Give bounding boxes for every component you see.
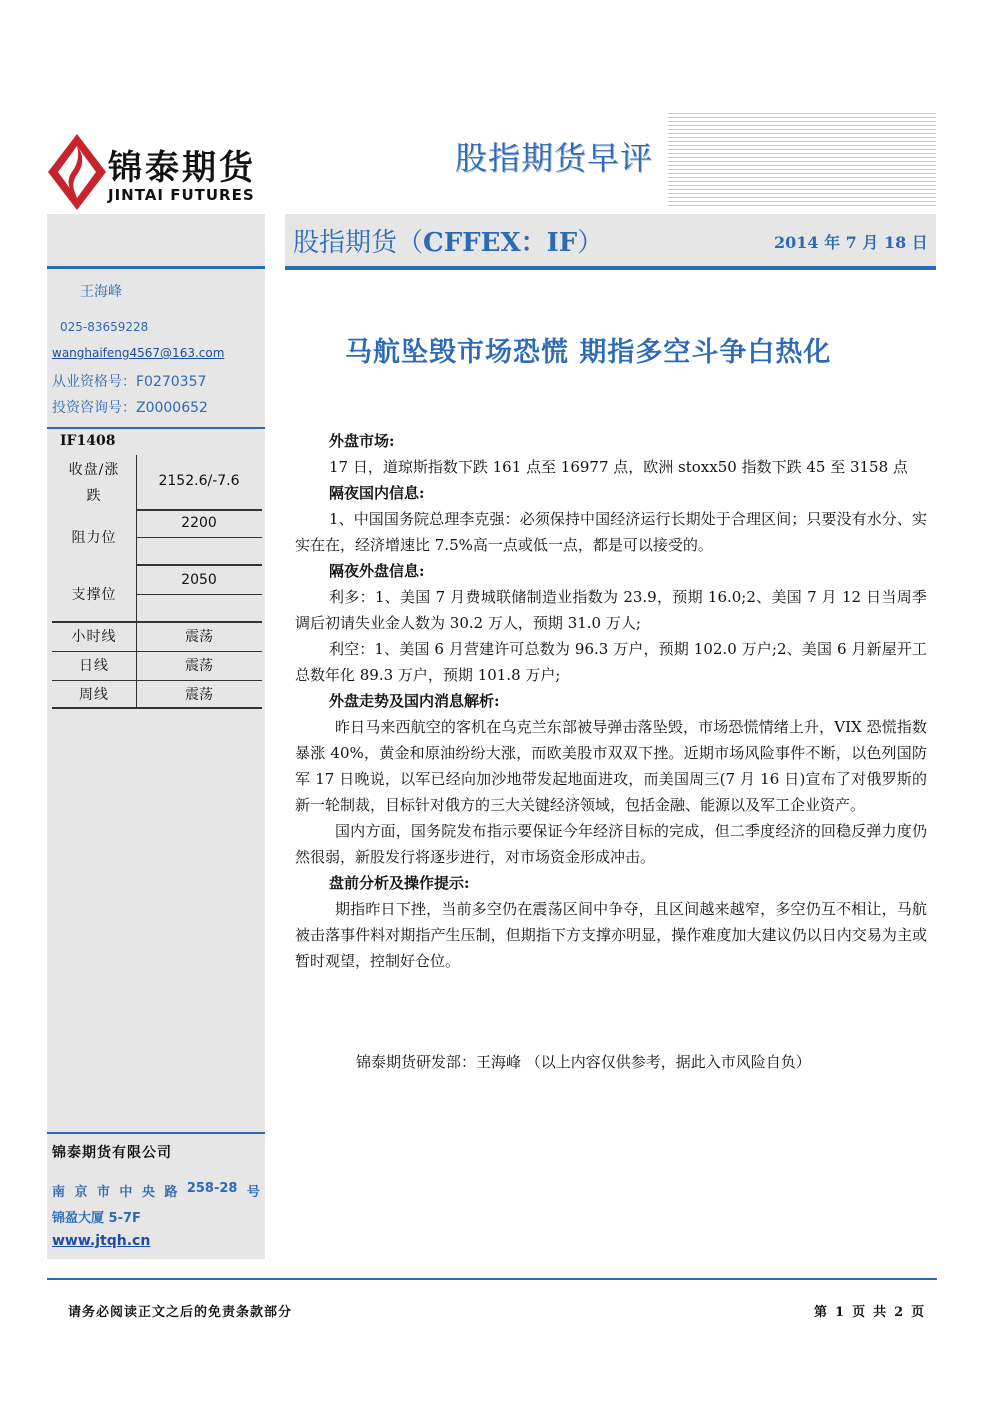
table-row	[52, 566, 262, 623]
company-building: 锦盈大厦 5-7F	[52, 1211, 141, 1226]
instrument-title-suffix: ）	[577, 228, 604, 258]
analyst-name: 王海峰	[80, 284, 122, 300]
section-paragraph: 期指昨日下挫，当前多空仍在震荡区间中争夺，且区间越来越窄，多空仍互不相让，马航被击落事件料对期指产生压制，但期指下方支撑亦明显，操作难度加大建议仍以日内交易为主或暂时观望，控制好仓位。	[295, 900, 927, 970]
row-line	[136, 594, 262, 595]
brand-name-cn: 锦泰期货	[108, 148, 256, 188]
company-website-link[interactable]: www.jtqh.cn	[52, 1233, 151, 1249]
article-signature: 锦泰期货研发部：王海峰 （以上内容仅供参考，据此入市风险自负）	[356, 1053, 811, 1071]
instrument-title-prefix: 股指期货（	[293, 228, 424, 258]
report-title: 股指期货早评	[455, 139, 654, 177]
close-label	[52, 455, 136, 511]
table-row	[52, 681, 262, 709]
address-part: 京	[74, 1185, 88, 1200]
header-stripes	[668, 113, 936, 209]
disclaimer-note: 请务必阅读正文之后的免责条款部分	[68, 1305, 293, 1320]
section-title: 隔夜国内信息:	[329, 484, 425, 502]
daily-value: 震荡	[185, 658, 213, 674]
section-paragraph: 利多：1、美国 7 月费城联储制造业指数为 23.9，预期 16.0;2、美国 7 月 12 日当周季调后初请失业金人数为 30.2 万人，预期 31.0 万人;	[295, 588, 927, 632]
page-total: 2	[894, 1305, 904, 1320]
section-title: 盘前分析及操作提示:	[329, 874, 470, 892]
support-label: 支撑位	[71, 587, 117, 603]
contract-code: IF1408	[60, 433, 116, 449]
sidebar-divider	[47, 427, 265, 429]
section-paragraph: 1、中国国务院总理李克强：必须保持中国经济运行长期处于合理区间；只要没有水分、实实在在，经济增速比 7.5%高一点或低一点，都是可以接受的。	[295, 510, 927, 554]
table-row	[52, 623, 262, 652]
address-part: 路	[164, 1185, 178, 1200]
instrument-title	[293, 222, 603, 259]
company-address	[52, 1181, 260, 1200]
section-title: 隔夜外盘信息:	[329, 562, 425, 580]
qualification-number: 从业资格号：F0270357	[52, 374, 207, 390]
table-row	[52, 511, 262, 566]
page-word: 第	[814, 1305, 828, 1320]
quote-table	[52, 455, 262, 709]
row-line	[136, 537, 262, 538]
section-paragraph: 利空：1、美国 6 月营建许可总数为 96.3 万户，预期 102.0 万户;2、美国 6 月新屋开工总数年化 89.3 万户，预期 101.8 万户;	[295, 640, 927, 684]
section-paragraph: 17 日，道琼斯指数下跌 161 点至 16977 点，欧洲 stoxx50 指数下跌 45 至 3158 点	[329, 458, 908, 476]
page-indicator	[810, 1301, 928, 1320]
article-headline: 马航坠毁市场恐慌 期指多空斗争白热化	[345, 337, 832, 368]
article-body	[295, 428, 927, 974]
hourly-label: 小时线	[71, 629, 117, 645]
footer-divider	[47, 1278, 937, 1280]
close-value: 2152.6/-7.6	[158, 473, 240, 489]
weekly-label: 周线	[79, 687, 109, 703]
close-label-line-1: 收盘/涨	[68, 462, 120, 478]
brand-name-en: JINTAI FUTURES	[108, 186, 255, 204]
table-row	[52, 455, 262, 511]
resistance-value: 2200	[181, 515, 217, 531]
company-name: 锦泰期货有限公司	[52, 1145, 172, 1161]
section-paragraph: 昨日马来西航空的客机在乌克兰东部被导弹击落坠毁，市场恐慌情绪上升，VIX 恐慌指数暴涨 40%，黄金和原油纷纷大涨，而欧美股市双双下挫。近期市场风险事件不断，以色列国防军 17 日晚说，以军已经向加沙地带发起地面进攻，而美国周三(7 月 16 日)宣布了对俄罗斯的新一轮制裁，目标针对俄方的三大关键经济领域，包括金融、能源以及军工企业资产。	[295, 718, 927, 814]
analyst-email-link[interactable]: wanghaifeng4567@163.com	[52, 346, 225, 360]
section-title: 外盘走势及国内消息解析:	[329, 692, 500, 710]
support-value: 2050	[181, 572, 217, 588]
jintai-logo-mark-icon	[46, 132, 108, 212]
page-word: 共	[873, 1305, 887, 1320]
address-part: 南	[52, 1185, 66, 1200]
report-date: 2014 年 7 月 18 日	[774, 233, 928, 252]
page-word: 页	[852, 1305, 866, 1320]
close-label-line-2: 跌	[86, 488, 102, 504]
hourly-value: 震荡	[185, 629, 213, 645]
address-part: 中	[119, 1185, 133, 1200]
daily-label: 日线	[79, 658, 109, 674]
address-part: 市	[96, 1185, 110, 1200]
address-part: 号	[246, 1185, 260, 1200]
page-current: 1	[835, 1305, 845, 1320]
row-line	[52, 707, 262, 709]
resistance-label: 阻力位	[71, 530, 117, 546]
advisory-number: 投资咨询号：Z0000652	[52, 400, 208, 416]
address-part: 258-28	[186, 1181, 238, 1196]
analyst-phone: 025-83659228	[60, 320, 149, 334]
instrument-bar-underline	[285, 266, 936, 270]
address-part: 央	[141, 1185, 155, 1200]
section-title: 外盘市场:	[329, 432, 395, 450]
table-row	[52, 652, 262, 681]
page-word: 页	[911, 1305, 925, 1320]
instrument-code: CFFEX：IF	[423, 228, 578, 258]
sidebar-divider	[47, 1132, 265, 1134]
weekly-value: 震荡	[185, 687, 213, 703]
section-paragraph: 国内方面，国务院发布指示要保证今年经济目标的完成，但二季度经济的回稳反弹力度仍然很弱，新股发行将逐步进行，对市场资金形成冲击。	[295, 822, 927, 866]
sidebar-divider	[47, 266, 265, 269]
